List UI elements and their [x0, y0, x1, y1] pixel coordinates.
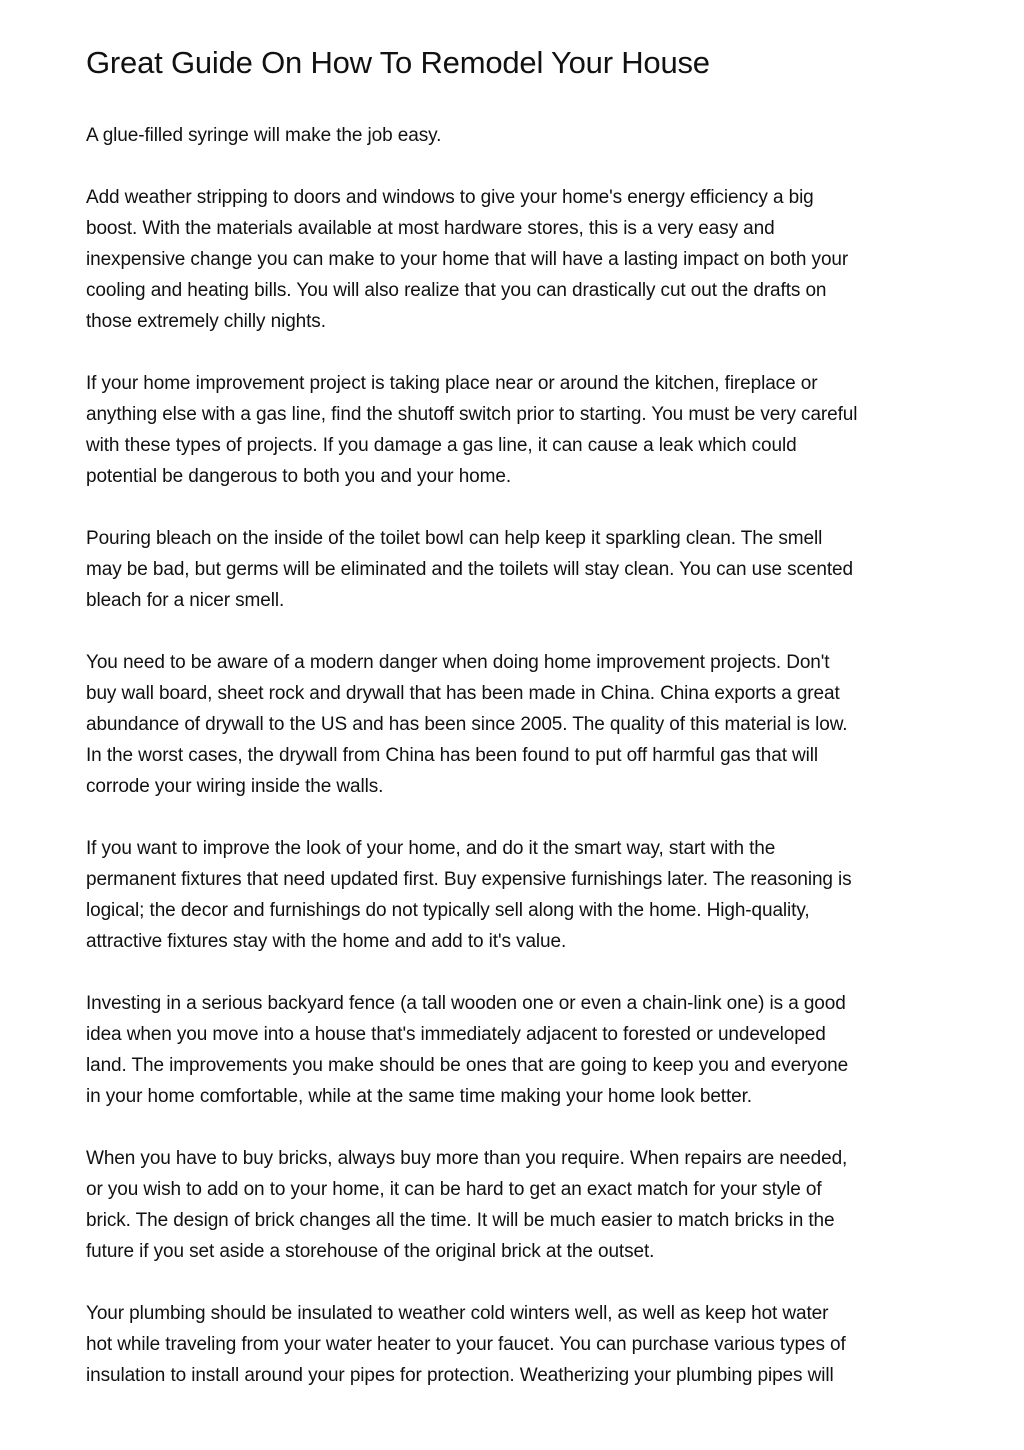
paragraph-line: insulation to install around your pipes for protection. Weatherizing your plumbing pipes will	[86, 1365, 834, 1386]
paragraph-line: idea when you move into a house that's immediately adjacent to forested or undeveloped	[86, 1024, 826, 1045]
paragraph-line: anything else with a gas line, find the shutoff switch prior to starting. You must be very careful	[86, 404, 858, 425]
paragraph-line: If you want to improve the look of your home, and do it the smart way, start with the	[86, 838, 776, 859]
paragraph-line: In the worst cases, the drywall from China has been found to put off harmful gas that will	[86, 745, 819, 766]
paragraph-line: abundance of drywall to the US and has been since 2005. The quality of this material is low.	[86, 714, 848, 735]
paragraph-line: those extremely chilly nights.	[86, 311, 326, 332]
paragraph-weather-stripping	[86, 182, 946, 337]
paragraph-line: or you wish to add on to your home, it can be hard to get an exact match for your style of	[86, 1179, 822, 1200]
paragraph-gas-line	[86, 368, 946, 492]
document-title: Great Guide On How To Remodel Your House	[86, 45, 710, 80]
paragraph-bricks	[86, 1143, 946, 1267]
paragraph-line: logical; the decor and furnishings do not typically sell along with the home. High-quality,	[86, 900, 810, 921]
paragraph-line: Add weather stripping to doors and windows to give your home's energy efficiency a big	[86, 187, 814, 208]
paragraph-line: Pouring bleach on the inside of the toilet bowl can help keep it sparkling clean. The smell	[86, 528, 823, 549]
paragraph-line: attractive fixtures stay with the home and add to it's value.	[86, 931, 567, 952]
paragraph-line: future if you set aside a storehouse of the original brick at the outset.	[86, 1241, 655, 1262]
paragraph-fixtures	[86, 833, 946, 957]
paragraph-line: buy wall board, sheet rock and drywall that has been made in China. China exports a great	[86, 683, 840, 704]
paragraph-line: brick. The design of brick changes all the time. It will be much easier to match bricks in the	[86, 1210, 835, 1231]
paragraph-line: You need to be aware of a modern danger when doing home improvement projects. Don't	[86, 652, 830, 673]
paragraph-line: A glue-filled syringe will make the job easy.	[86, 125, 442, 146]
paragraph-drywall	[86, 647, 946, 802]
paragraph-plumbing	[86, 1298, 946, 1391]
paragraph-line: If your home improvement project is taking place near or around the kitchen, fireplace or	[86, 373, 818, 394]
document-page	[86, 44, 946, 1422]
paragraph-line: in your home comfortable, while at the same time making your home look better.	[86, 1086, 752, 1107]
paragraph-line: bleach for a nicer smell.	[86, 590, 285, 611]
paragraph-fence	[86, 988, 946, 1112]
paragraph-line: inexpensive change you can make to your home that will have a lasting impact on both your	[86, 249, 849, 270]
paragraph-bleach	[86, 523, 946, 616]
paragraph-line: may be bad, but germs will be eliminated and the toilets will stay clean. You can use scented	[86, 559, 853, 580]
paragraph-line: boost. With the materials available at most hardware stores, this is a very easy and	[86, 218, 775, 239]
paragraph-line: When you have to buy bricks, always buy more than you require. When repairs are needed,	[86, 1148, 848, 1169]
paragraph-line: with these types of projects. If you damage a gas line, it can cause a leak which could	[86, 435, 797, 456]
paragraph-glue-syringe	[86, 120, 946, 151]
paragraph-line: Your plumbing should be insulated to weather cold winters well, as well as keep hot water	[86, 1303, 829, 1324]
paragraph-line: hot while traveling from your water heater to your faucet. You can purchase various types of	[86, 1334, 846, 1355]
paragraph-line: permanent fixtures that need updated first. Buy expensive furnishings later. The reasoning is	[86, 869, 852, 890]
paragraph-line: cooling and heating bills. You will also realize that you can drastically cut out the drafts on	[86, 280, 827, 301]
paragraph-line: Investing in a serious backyard fence (a tall wooden one or even a chain-link one) is a good	[86, 993, 846, 1014]
paragraph-line: land. The improvements you make should be ones that are going to keep you and everyone	[86, 1055, 849, 1076]
paragraph-line: potential be dangerous to both you and your home.	[86, 466, 512, 487]
paragraph-line: corrode your wiring inside the walls.	[86, 776, 384, 797]
